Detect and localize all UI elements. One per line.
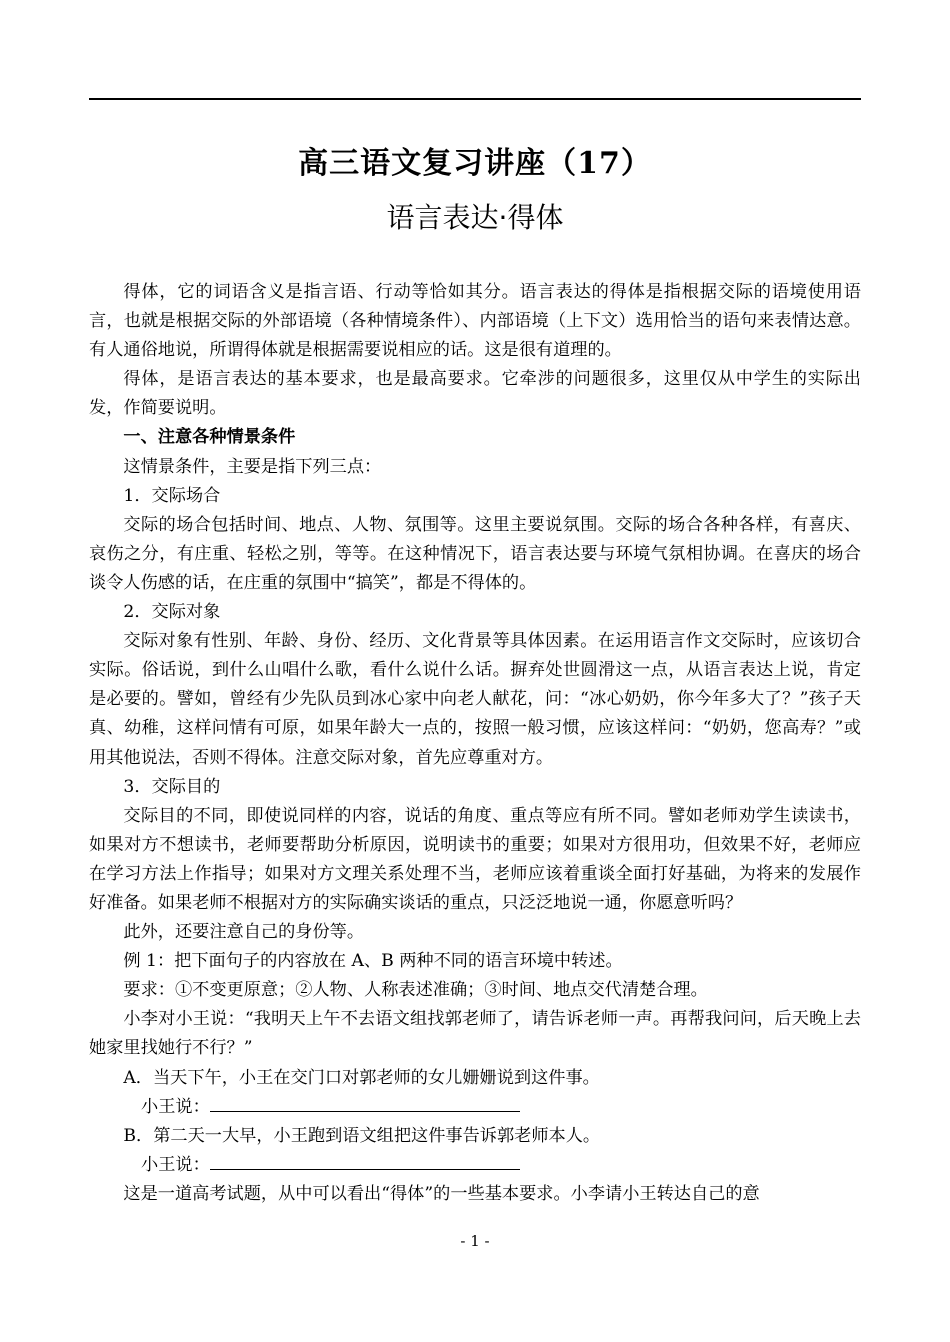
section-heading-1: 一、注意各种情景条件 xyxy=(123,427,296,448)
header-rule xyxy=(89,98,861,100)
answer-blank-a[interactable] xyxy=(210,1093,520,1112)
paragraph-requirement: 得体，是语言表达的基本要求，也是最高要求。它牵涉的问题很多，这里仅从中学生的实际出发，作简要说明。 xyxy=(89,369,861,419)
answer-line-b xyxy=(89,1151,861,1180)
paragraph-audience: 交际对象有性别、年龄、身份、经历、文化背景等具体因素。在运用语言作文交际时，应该切合实际。俗话说，到什么山唱什么歌，看什么说什么话。摒弃处世圆滑这一点，从语言表达上说，肯定是必要的。譬如，曾经有少先队员到冰心家中向老人献花，问：“冰心奶奶，你今年多大了？”孩子天真、幼稚，这样问情有可原，如果年龄大一点的，按照一般习惯，应该这样问：“奶奶，您高寿？”或用其他说法，否则不得体。注意交际对象，首先应尊重对方。 xyxy=(89,631,861,768)
paragraph-identity: 此外，还要注意自己的身份等。 xyxy=(123,922,365,943)
subheading-purpose: 3．交际目的 xyxy=(123,776,221,797)
example-1-prompt: 例 1：把下面句子的内容放在 A、B 两种不同的语言环境中转述。 xyxy=(123,951,623,972)
subheading-audience: 2．交际对象 xyxy=(123,602,221,623)
answer-blank-b[interactable] xyxy=(210,1151,520,1170)
paragraph-intro: 得体，它的词语含义是指言语、行动等恰如其分。语言表达的得体是指根据交际的语境使用语言，也就是根据交际的外部语境（各种情境条件）、内部语境（上下文）选用恰当的语句来表情达意。有人通俗地说，所谓得体就是根据需要说相应的话。这是很有道理的。 xyxy=(89,282,861,361)
example-1-requirements: 要求：①不变更原意；②人物、人称表述准确；③时间、地点交代清楚合理。 xyxy=(123,980,708,1001)
page-number: - 1 - xyxy=(460,1232,490,1250)
paragraph-analysis: 这是一道高考试题，从中可以看出“得体”的一些基本要求。小李请小王转达自己的意 xyxy=(123,1183,760,1204)
document-body xyxy=(89,278,861,1209)
document-title: 高三语文复习讲座（17） xyxy=(298,146,652,181)
example-1-option-a: A．当天下午，小王在交门口对郭老师的女儿姗姗说到这件事。 xyxy=(123,1067,600,1088)
paragraph-conditions: 这情景条件，主要是指下列三点： xyxy=(123,456,382,477)
document-subtitle: 语言表达·得体 xyxy=(386,201,564,234)
subheading-occasion: 1．交际场合 xyxy=(123,485,221,506)
example-1-option-b: B．第二天一大早，小王跑到语文组把这件事告诉郭老师本人。 xyxy=(123,1125,601,1146)
answer-label-b: 小王说： xyxy=(141,1154,210,1175)
answer-line-a xyxy=(89,1093,861,1122)
answer-label-a: 小王说： xyxy=(141,1096,210,1117)
paragraph-occasion: 交际的场合包括时间、地点、人物、氛围等。这里主要说氛围。交际的场合各种各样，有喜庆、哀伤之分，有庄重、轻松之别，等等。在这种情况下，语言表达要与环境气氛相协调。在喜庆的场合谈令人伤感的话，在庄重的氛围中“搞笑”，都是不得体的。 xyxy=(89,514,861,593)
paragraph-purpose: 交际目的不同，即使说同样的内容，说话的角度、重点等应有所不同。譬如老师劝学生读读书，如果对方不想读书，老师要帮助分析原因，说明读书的重要；如果对方很用功，但效果不好，老师应在学习方法上作指导；如果对方文理关系处理不当，老师应该着重谈全面打好基础，为将来的发展作好准备。如果老师不根据对方的实际确实谈话的重点，只泛泛地说一通，你愿意听吗？ xyxy=(89,805,861,913)
example-1-quote: 小李对小王说：“我明天上午不去语文组找郭老师了，请告诉老师一声。再帮我问问，后天晚上去她家里找她行不行？” xyxy=(89,1009,861,1059)
